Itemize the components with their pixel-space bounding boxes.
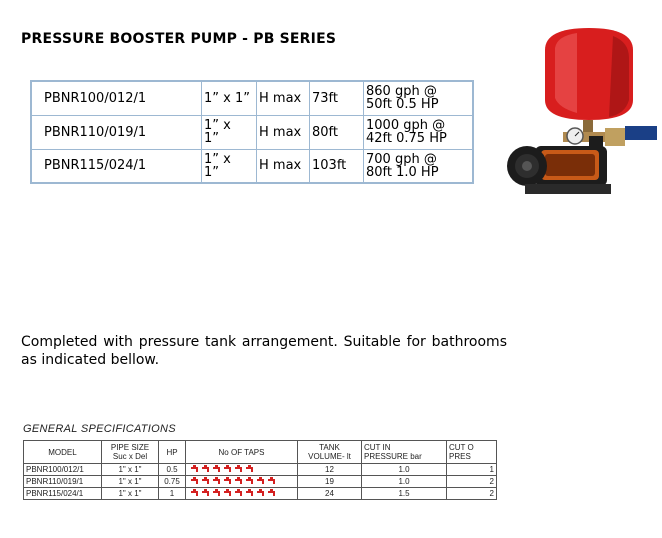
header-line: Suc x Del [112,452,148,461]
row-cutin: 1.0 [362,464,447,476]
header-pipe [102,441,159,464]
pipe-line: 1” [204,164,220,180]
row-hp: 1 [159,488,186,500]
tap-icon [212,489,222,498]
tap-icon [190,489,200,498]
tap-icon [256,489,266,498]
pump-image [505,8,657,213]
tap-icon [212,477,222,486]
pipe-cell [202,115,257,149]
pipe-cell [202,149,257,183]
table-row [24,488,497,500]
spec-line: 80ft 1.0 HP [366,164,439,180]
row-tank: 24 [298,488,362,500]
page-title: PRESSURE BOOSTER PUMP - PB SERIES [21,31,337,47]
table-row [31,115,473,149]
spec-line: 50ft 0.5 HP [366,97,439,113]
row-hp: 0.75 [159,476,186,488]
head-cell: 80ft [310,115,364,149]
table-row [31,149,473,183]
tap-icon [223,489,233,498]
tap-icon [267,477,277,486]
header-line: PRESSURE bar [364,452,422,461]
header-cutout [447,441,497,464]
row-taps [186,464,298,476]
tap-icon [245,477,255,486]
spec-line: 700 gph @ [366,151,437,167]
tap-icon [223,477,233,486]
pipe-line: 1” x [204,151,231,167]
row-cutout: 1 [447,464,497,476]
table-row [24,464,497,476]
row-tank: 19 [298,476,362,488]
header-line: PIPE SIZE [110,443,150,452]
head-cell: 103ft [310,149,364,183]
table-row [24,476,497,488]
models-table [30,80,474,184]
taps-icons [188,489,295,498]
spec-line: 1000 gph @ [366,118,446,133]
tap-icon [190,477,200,486]
table-header-row [24,441,497,464]
header-cutin [362,441,447,464]
header-tank [298,441,362,464]
row-hp: 0.5 [159,464,186,476]
tap-icon [234,489,244,498]
row-model: PBNR115/024/1 [24,488,102,500]
tap-icon [201,477,211,486]
row-taps [186,476,298,488]
taps-icons [188,477,295,486]
table-row [31,81,473,115]
row-taps [186,488,298,500]
row-cutin: 1.0 [362,476,447,488]
head-cell: 73ft [310,81,364,115]
header-line: VOLUME- lt [308,452,351,461]
spec-cell [364,115,474,149]
tap-icon [267,489,277,498]
model-cell: PBNR115/024/1 [31,149,202,183]
description-text: Completed with pressure tank arrangement. Suitable for bathrooms as indicated bellow. [21,334,507,368]
model-cell: PBNR100/012/1 [31,81,202,115]
row-model: PBNR110/019/1 [24,476,102,488]
row-cutout: 2 [447,476,497,488]
tap-icon [234,477,244,486]
hmax-cell: H max [257,81,310,115]
hmax-cell: H max [257,115,310,149]
row-pipe: 1" x 1" [102,476,159,488]
tap-icon [190,465,200,474]
row-cutout: 2 [447,488,497,500]
header-taps: No OF TAPS [186,441,298,464]
tap-icon [201,489,211,498]
tap-icon [223,465,233,474]
model-cell: PBNR110/019/1 [31,115,202,149]
hmax-cell: H max [257,149,310,183]
row-pipe: 1" x 1" [102,464,159,476]
tap-icon [201,465,211,474]
header-line: CUT IN [364,443,391,452]
header-model: MODEL [24,441,102,464]
spec-cell [364,81,474,115]
specs-table-wrap [23,440,509,516]
header-hp: HP [159,441,186,464]
pipe-cell: 1” x 1” [202,81,257,115]
tap-icon [212,465,222,474]
header-line: TANK [319,443,340,452]
header-line: CUT O [449,443,474,452]
row-cutin: 1.5 [362,488,447,500]
tap-icon [245,465,255,474]
taps-icons [188,465,295,474]
tap-icon [256,477,266,486]
row-model: PBNR100/012/1 [24,464,102,476]
header-line: PRES [449,452,471,461]
specs-title: GENERAL SPECIFICATIONS [23,423,176,435]
spec-line: 42ft 0.75 HP [366,131,447,146]
pipe-line: 1” [204,131,220,146]
row-pipe: 1" x 1" [102,488,159,500]
pipe-line: 1” x [204,118,231,133]
spec-line: 860 gph @ [366,84,437,100]
tap-icon [245,489,255,498]
spec-cell [364,149,474,183]
tap-icon [234,465,244,474]
specs-table [23,440,497,500]
row-tank: 12 [298,464,362,476]
